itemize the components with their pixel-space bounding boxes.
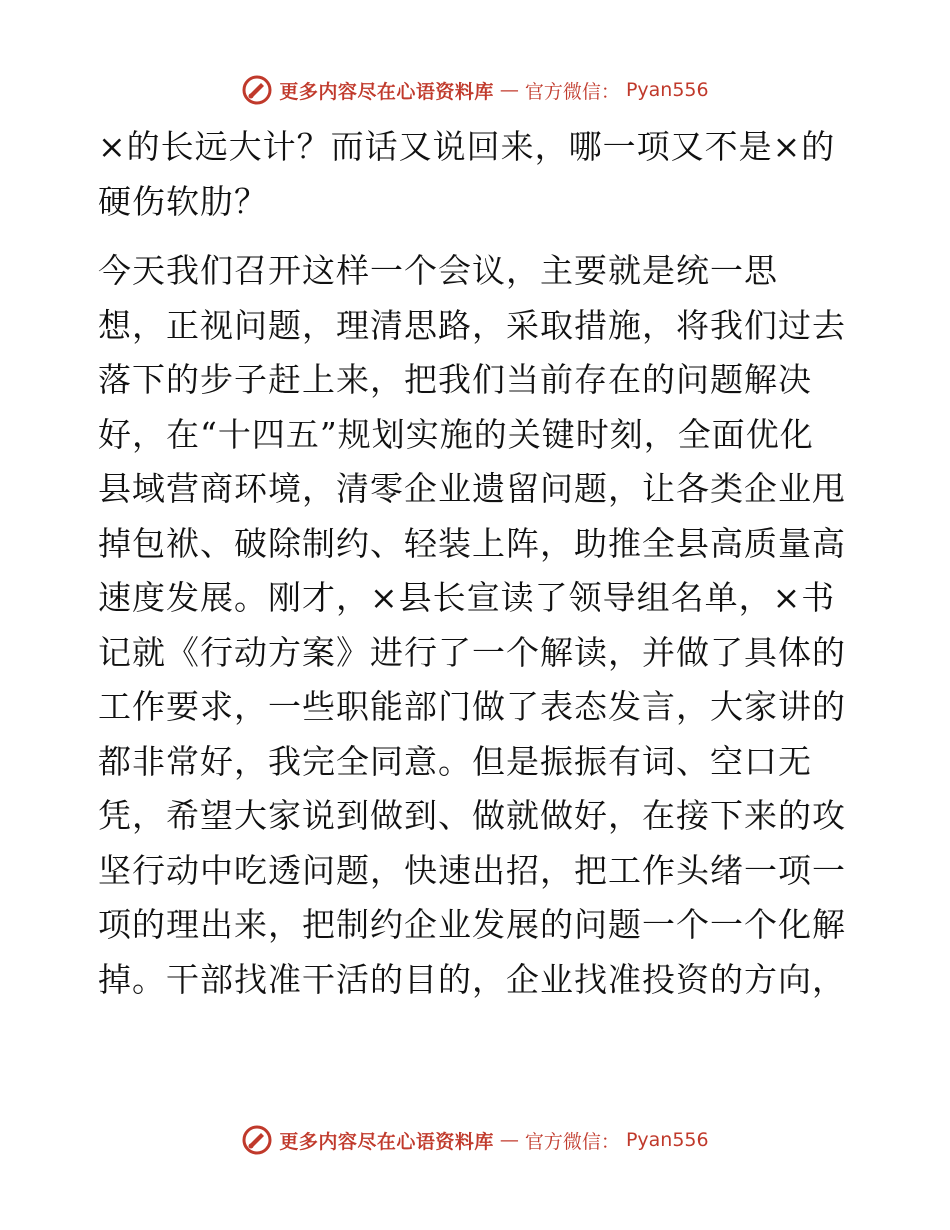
text-line: 县域营商环境，清零企业遗留问题，让各类企业甩 xyxy=(98,469,846,508)
text-line: 速度发展。刚才，×县长宣读了领导组名单，×书 xyxy=(98,578,836,617)
text-line: 项的理出来，把制约企业发展的问题一个一个化解 xyxy=(98,905,846,944)
footer-wechat-id: Pyan556 xyxy=(625,1129,709,1151)
header-dash: — xyxy=(499,79,519,101)
seal-logo-icon xyxy=(241,74,273,106)
text-line: 记就《行动方案》进行了一个解读，并做了具体的 xyxy=(98,632,846,672)
page-header xyxy=(0,70,950,110)
header-brand xyxy=(241,74,708,106)
paragraph-2 xyxy=(98,244,858,1007)
footer-brand-text: 更多内容尽在心语资料库 xyxy=(279,1130,494,1153)
header-wechat-id: Pyan556 xyxy=(625,79,709,101)
text-line: 掉。干部找准干活的目的，企业找准投资的方向， xyxy=(98,959,846,999)
text-line: 掉包袱、破除制约、轻装上阵，助推全县高质量高 xyxy=(98,523,846,563)
page-footer xyxy=(0,1120,950,1160)
seal-logo-icon xyxy=(241,1124,273,1156)
text-line: 坚行动中吃透问题，快速出招，把工作头绪一项一 xyxy=(98,850,846,890)
footer-wechat-label: 官方微信： xyxy=(524,1130,620,1153)
text-line: 好，在“十四五”规划实施的关键时刻，全面优化 xyxy=(98,414,814,454)
text-line: 凭，希望大家说到做到、做就做好，在接下来的攻 xyxy=(98,796,846,835)
paragraph-1 xyxy=(98,120,858,229)
text-line: 硬伤软肋？ xyxy=(98,181,268,221)
header-brand-text: 更多内容尽在心语资料库 xyxy=(279,80,494,103)
footer-dash: — xyxy=(499,1129,519,1151)
text-line: 今天我们召开这样一个会议，主要就是统一思 xyxy=(98,251,778,290)
header-wechat-label: 官方微信： xyxy=(524,80,620,103)
text-line: 都非常好，我完全同意。但是振振有词、空口无 xyxy=(98,741,812,781)
footer-brand xyxy=(241,1124,708,1156)
text-line: 工作要求，一些职能部门做了表态发言，大家讲的 xyxy=(98,687,846,726)
document-body xyxy=(98,120,858,1007)
text-line: ×的长远大计？而话又说回来，哪一项又不是×的 xyxy=(98,127,836,166)
text-line: 落下的步子赶上来，把我们当前存在的问题解决 xyxy=(98,360,812,399)
text-line: 想，正视问题，理清思路，采取措施，将我们过去 xyxy=(98,305,846,345)
